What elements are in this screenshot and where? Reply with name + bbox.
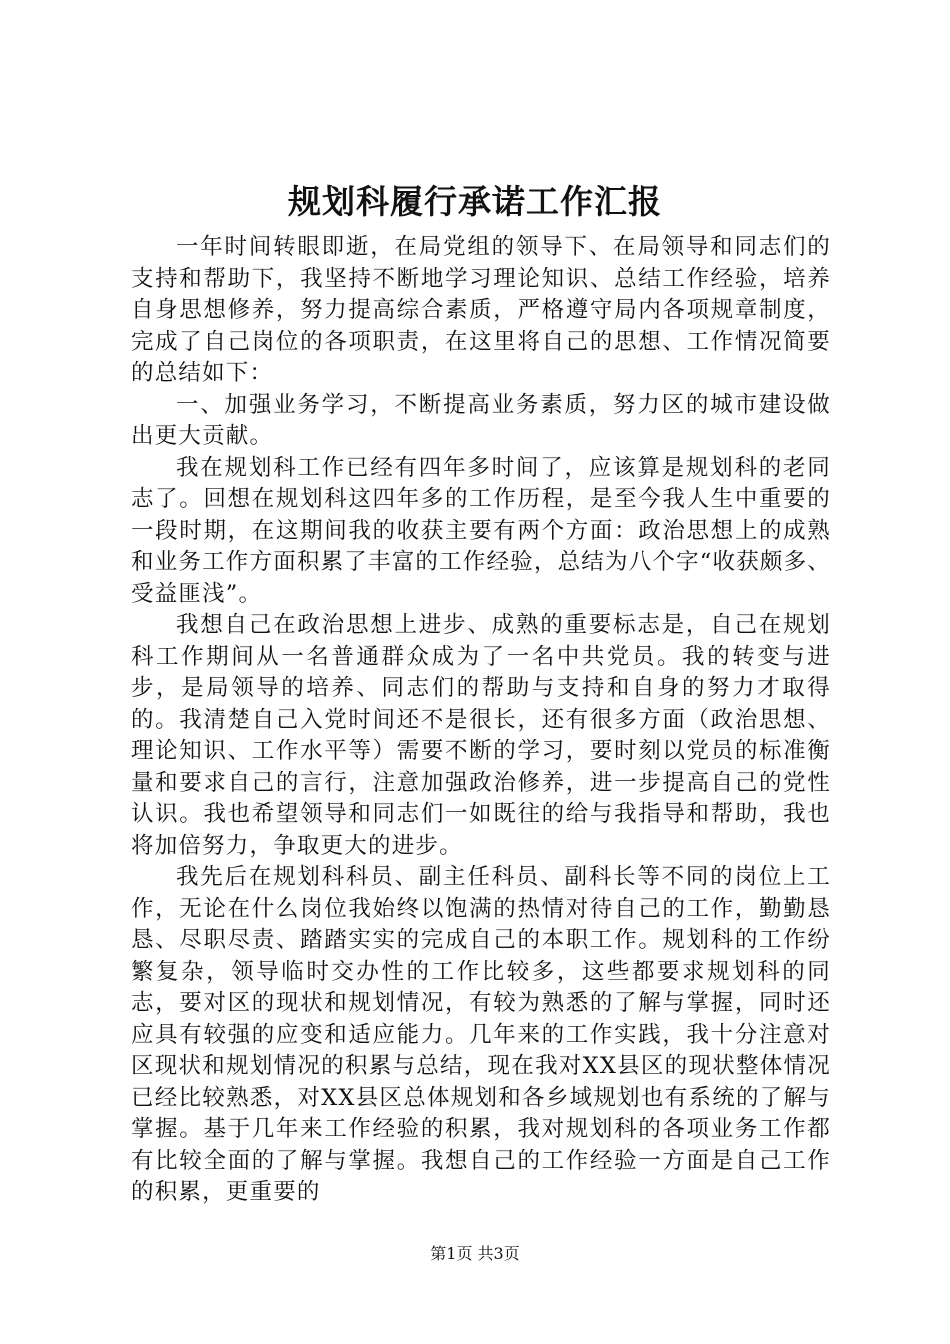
paragraph-intro: 一年时间转眼即逝，在局党组的领导下、在局领导和同志们的支持和帮助下，我坚持不断地学习理论知识、总结工作经验，培养自身思想修养，努力提高综合素质，严格遵守局内各项规章制度，完成了自己岗位的各项职责，在这里将自己的思想、工作情况简要的总结如下： — [131, 234, 831, 386]
paragraph-political-growth: 我想自己在政治思想上进步、成熟的重要标志是，自己在规划科工作期间从一名普通群众成为了一名中共党员。我的转变与进步，是局领导的培养、同志们的帮助与支持和自身的努力才取得的。我清楚自己入党时间还不是很长，还有很多方面（政治思想、理论知识、工作水平等）需要不断的学习，要时刻以党员的标准衡量和要求自己的言行，注意加强政治修养，进一步提高自己的党性认识。我也希望领导和同志们一如既往的给与我指导和帮助，我也将加倍努力，争取更大的进步。 — [131, 612, 831, 859]
page-number-footer: 第1页 共3页 — [430, 1244, 520, 1263]
paragraph-work-practice: 我先后在规划科科员、副主任科员、副科长等不同的岗位上工作，无论在什么岗位我始终以饱满的热情对待自己的工作，勤勤恳恳、尽职尽责、踏踏实实的完成自己的本职工作。规划科的工作纷繁复杂，领导临时交办性的工作比较多，这些都要求规划科的同志，要对区的现状和规划情况，有较为熟悉的了解与掌握，同时还应具有较强的应变和适应能力。几年来的工作实践，我十分注意对区现状和规划情况的积累与总结，现在我对XX县区的现状整体情况已经比较熟悉，对XX县区总体规划和各乡域规划也有系统的了解与掌握。基于几年来工作经验的积累，我对规划科的各项业务工作都有比较全面的了解与掌握。我想自己的工作经验一方面是自己工作的积累，更重要的 — [131, 864, 831, 1205]
paragraph-experience: 我在规划科工作已经有四年多时间了，应该算是规划科的老同志了。回想在规划科这四年多的工作历程，是至今我人生中重要的一段时期，在这期间我的收获主要有两个方面：政治思想上的成熟和业务工作方面积累了丰富的工作经验，总结为八个字“收获颇多、受益匪浅”。 — [131, 454, 832, 607]
document-title: 规划科履行承诺工作汇报 — [288, 182, 662, 221]
paragraph-section-heading: 一、加强业务学习，不断提高业务素质，努力区的城市建设做出更大贡献。 — [131, 391, 831, 449]
document-body — [131, 232, 831, 1209]
